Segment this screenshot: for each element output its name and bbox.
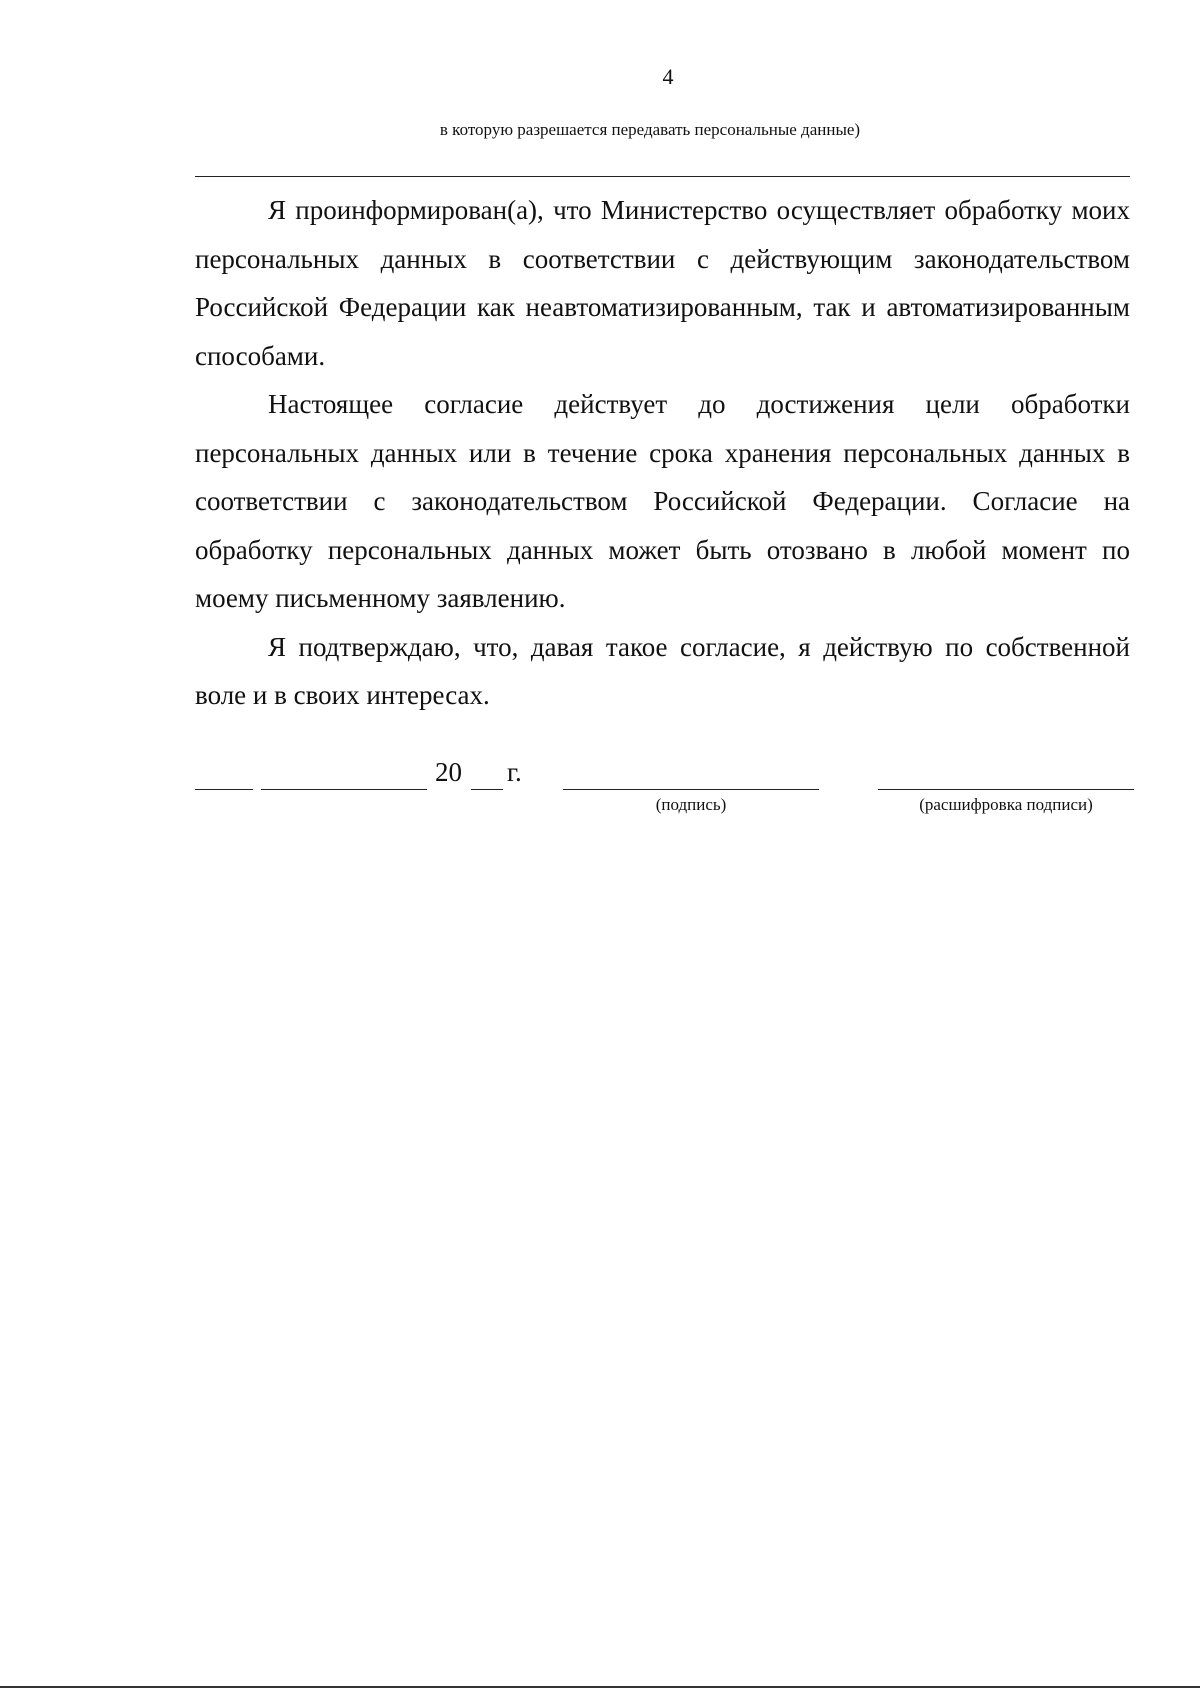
date-month-blank[interactable] [261, 789, 427, 790]
page-bottom-edge [0, 1686, 1200, 1688]
signature-caption: (подпись) [655, 795, 727, 814]
date-day-blank[interactable] [195, 789, 253, 790]
date-year-blank[interactable] [471, 789, 503, 790]
year-suffix: г. [507, 757, 522, 787]
paragraph-confirmation: Я подтверждаю, что, давая такое согласие, я действую по собственной воле и в своих интересах. [195, 631, 1130, 710]
paragraph-validity: Настоящее согласие действует до достижения цели обработки персональных данных или в течение срока хранения персональных данных в соответствии с законодательством Российской Федерации. Согласие на обработку персональных данных может быть отозвано в любой момент по моему письменному заявлению. [195, 389, 1130, 613]
signature-row [195, 757, 1135, 817]
consent-text [195, 186, 1130, 720]
signature-line[interactable] [563, 789, 819, 790]
recipient-field-caption: в которую разрешается передавать персональные данные) [439, 120, 861, 139]
recipient-field-line [195, 176, 1130, 177]
year-prefix: 20 [435, 757, 462, 787]
paragraph-processing: Я проинформирован(а), что Министерство осуществляет обработку моих персональных данных в соответствии с действующим законодательством Российской Федерации как неавтоматизированным, так и автоматизированным способами. [195, 195, 1130, 371]
signature-decode-line[interactable] [878, 789, 1134, 790]
signature-decode-caption: (расшифровка подписи) [919, 795, 1093, 814]
page-number: 4 [662, 64, 674, 89]
